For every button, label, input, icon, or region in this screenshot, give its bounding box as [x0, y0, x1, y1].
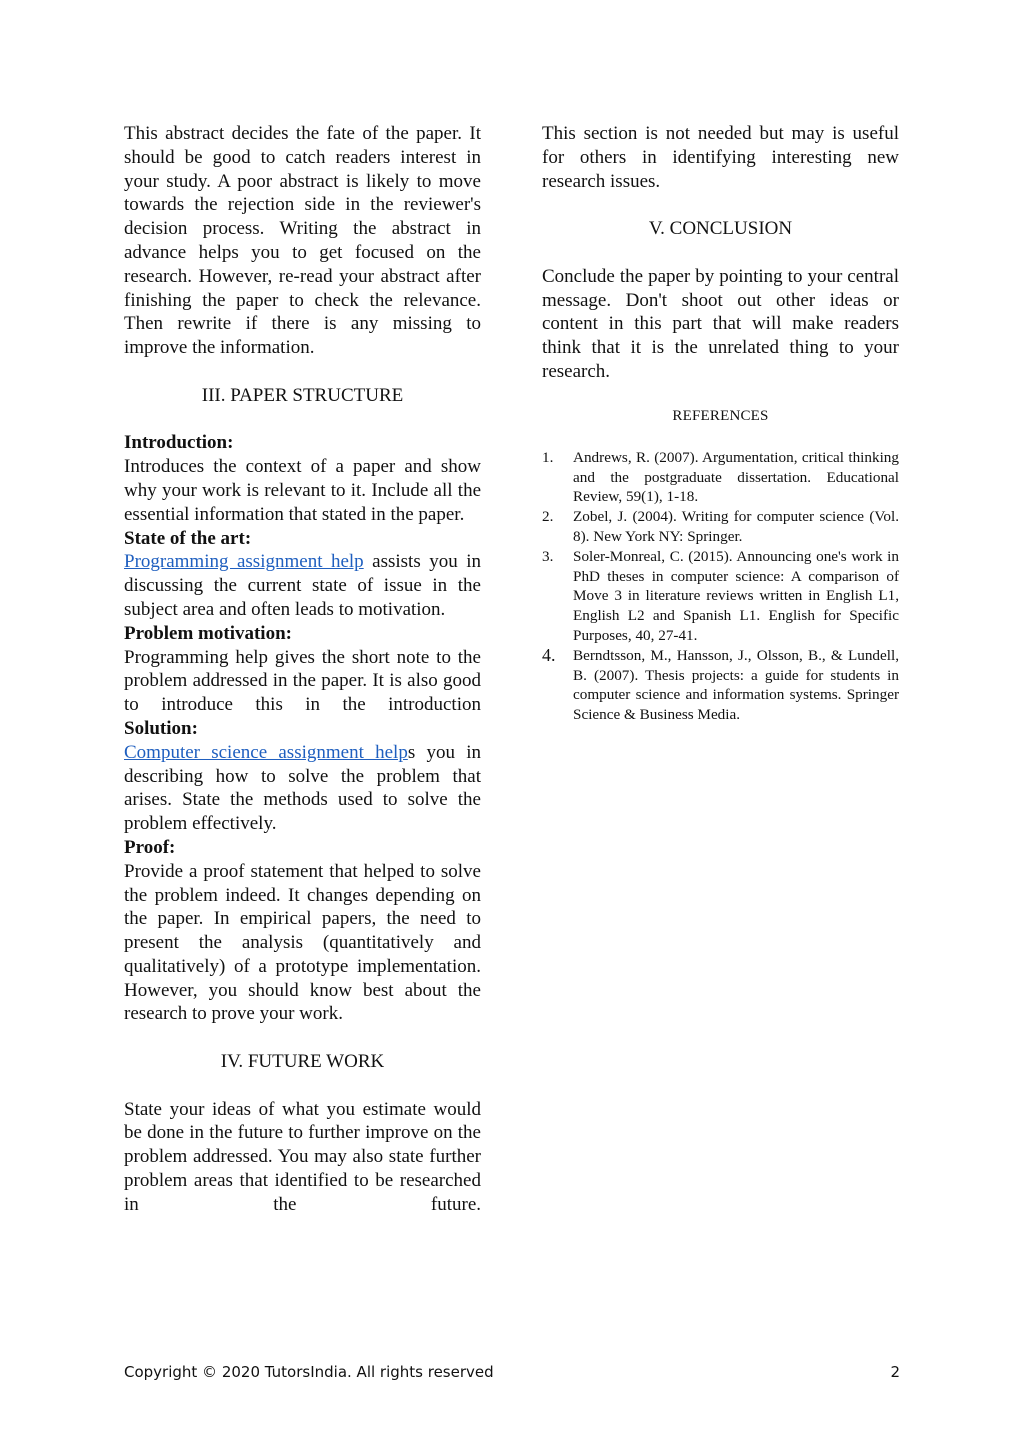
- conclusion-text: Conclude the paper by pointing to your central message. Don't shoot out other ideas or content in this part that will make readers think that it is the unrelated thing to your research.: [542, 265, 899, 382]
- state-of-art-paragraph: [124, 550, 481, 621]
- proof-heading: Proof:: [124, 836, 176, 858]
- reference-item: [542, 547, 899, 646]
- state-of-art-heading: State of the art:: [124, 527, 252, 549]
- page-number: 2: [890, 1363, 900, 1381]
- section-heading-future-work: IV. FUTURE WORK: [220, 1051, 385, 1073]
- reference-text: Berndtsson, M., Hansson, J., Olsson, B., & Lundell, B. (2007). Thesis projects: a guide for students in computer science and information systems. Springer Science & Business Media.: [573, 646, 899, 724]
- reference-text: Andrews, R. (2007). Argumentation, critical thinking and the postgraduate dissertation. Educational Review, 59(1), 1-18.: [573, 448, 899, 506]
- reference-text: Soler-Monreal, C. (2015). Announcing one's work in PhD theses in computer science: A comparison of Move 3 in literature reviews written in English L1, English L2 and Spanish L1. English for Specific Purposes, 40, 27-41.: [573, 547, 899, 644]
- future-work-continuation: This section is not needed but may is useful for others in identifying interesting new research issues.: [542, 123, 899, 192]
- introduction-heading: Introduction:: [124, 432, 234, 454]
- reference-item: [542, 646, 899, 725]
- proof-text: Provide a proof statement that helped to solve the problem indeed. It changes depending on the paper. In empirical papers, the need to present the analysis (quantitatively and qualitatively) of a prototype implementation. However, you should know best about the research to prove your work.: [124, 860, 481, 1025]
- references-heading: REFERENCES: [672, 407, 769, 424]
- introduction-text: Introduces the context of a paper and show why your work is relevant to it. Include all the essential information that stated in the paper.: [124, 456, 481, 525]
- reference-item: [542, 448, 899, 507]
- references-list: [542, 448, 899, 725]
- left-column: [124, 122, 481, 1217]
- solution-heading: Solution:: [124, 717, 198, 739]
- reference-text: Zobel, J. (2004). Writing for computer science (Vol. 8). New York NY: Springer.: [573, 508, 899, 545]
- reference-item: [542, 507, 899, 547]
- reference-number: 3.: [542, 547, 554, 565]
- programming-assignment-help-link[interactable]: Programming assignment help: [124, 551, 364, 573]
- abstract-paragraph: This abstract decides the fate of the paper. It should be good to catch readers interest in your study. A poor abstract is likely to move towards the rejection side in the reviewer's decision process. Writing the abstract in advance helps you to get focused on the research. However, re-read your abstract after finishing the paper to check the relevance. Then rewrite if there is any missing to improve the information.: [124, 123, 481, 359]
- reference-number: 4.: [542, 644, 556, 665]
- reference-number: 1.: [542, 448, 554, 466]
- problem-motivation-text: Programming help gives the short note to the problem addressed in the paper. It is also good to introduce this in the introduction: [124, 646, 481, 716]
- computer-science-assignment-help-link[interactable]: Computer science assignment help: [124, 741, 408, 763]
- solution-paragraph: [124, 741, 481, 836]
- section-heading-paper-structure: III. PAPER STRUCTURE: [201, 384, 404, 406]
- right-column: [542, 122, 899, 725]
- state-of-art-text: assists you in discussing the current state of issue in the subject area and often leads to motivation.: [124, 551, 481, 620]
- copyright-notice: Copyright © 2020 TutorsIndia. All rights reserved: [124, 1363, 494, 1381]
- future-work-text: State your ideas of what you estimate would be done in the future to further improve on the problem addressed. You may also state further problem areas that identified to be researched in the future.: [124, 1098, 481, 1215]
- section-heading-conclusion: V. CONCLUSION: [648, 218, 793, 240]
- page-footer: [124, 1363, 900, 1387]
- solution-text: s you in describing how to solve the problem that arises. State the methods used to solve the problem effectively.: [124, 741, 481, 835]
- problem-motivation-heading: Problem motivation:: [124, 622, 292, 644]
- reference-number: 2.: [542, 508, 554, 526]
